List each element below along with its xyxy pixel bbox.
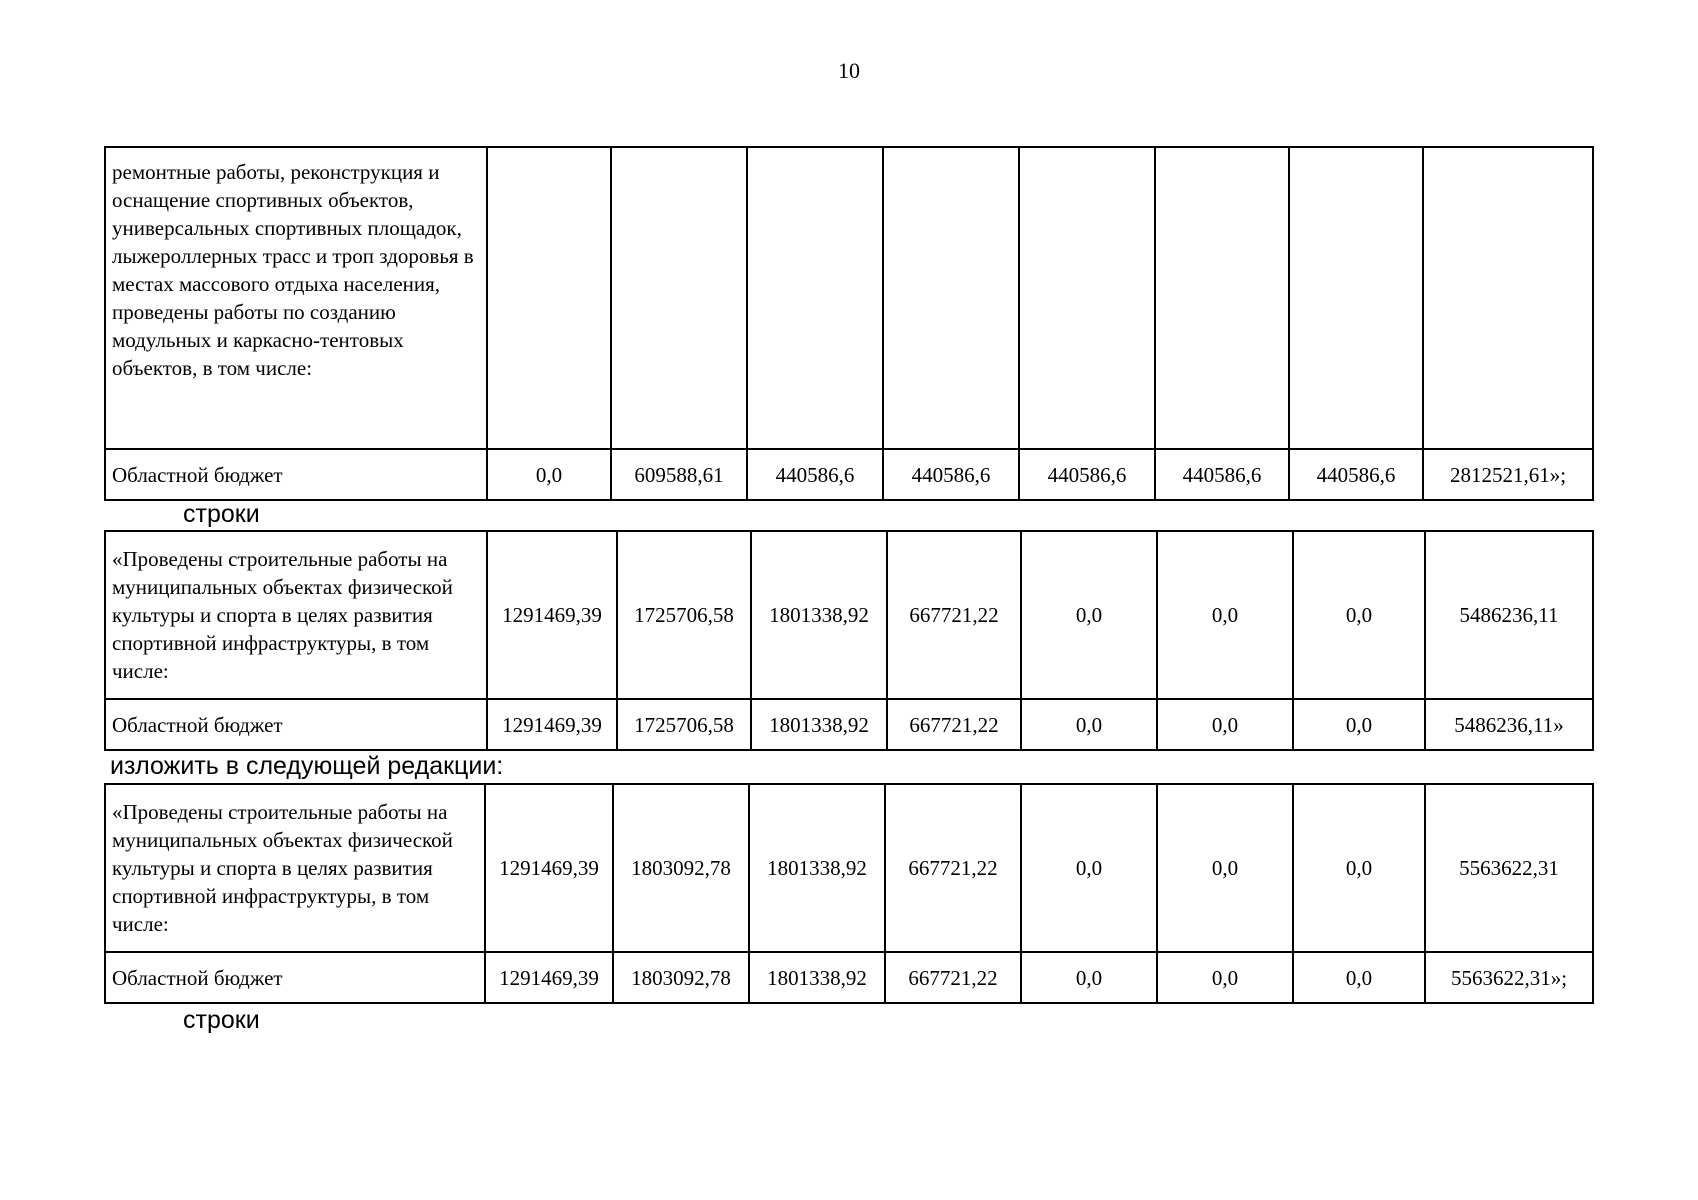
table-cell	[883, 147, 1019, 449]
row-label: Областной бюджет	[105, 449, 487, 500]
table-cell	[1019, 147, 1155, 449]
table-cell: 0,0	[1157, 699, 1293, 750]
table-cell: 1803092,78	[613, 784, 749, 952]
table-cell: 0,0	[1021, 699, 1157, 750]
table-row	[105, 699, 1593, 750]
table-cell: 1801338,92	[751, 531, 887, 699]
caption-rows: строки	[183, 1006, 260, 1034]
row-label: Областной бюджет	[105, 699, 487, 750]
table-cell: 0,0	[1293, 531, 1425, 699]
table-cell: 609588,61	[611, 449, 747, 500]
table-cell: 0,0	[1021, 784, 1157, 952]
table-cell: 1803092,78	[613, 952, 749, 1003]
row-label: ремонтные работы, реконструкция и оснащение спортивных объектов, универсальных спортивных площадок, лыжероллерных трасс и троп здоровья в местах массового отдыха населения, проведены работы по созданию модульных и каркасно-тентовых объектов, в том числе:	[105, 147, 487, 449]
table-cell: 1291469,39	[485, 784, 613, 952]
table-cell	[611, 147, 747, 449]
table-cell: 2812521,61»;	[1423, 449, 1593, 500]
table-cell: 440586,6	[883, 449, 1019, 500]
row-label: «Проведены строительные работы на муниципальных объектах физической культуры и спорта в целях развития спортивной инфраструктуры, в том числе:	[105, 531, 487, 699]
table-cell: 1801338,92	[751, 699, 887, 750]
table-cell: 440586,6	[1289, 449, 1423, 500]
table-cell: 5486236,11	[1425, 531, 1593, 699]
table-new-edition	[104, 783, 1594, 1004]
table-row	[105, 147, 1593, 449]
table-cell: 0,0	[1021, 531, 1157, 699]
table-cell: 1725706,58	[617, 531, 751, 699]
table-cell: 0,0	[1157, 952, 1293, 1003]
row-label: Областной бюджет	[105, 952, 485, 1003]
table-cell: 0,0	[1293, 952, 1425, 1003]
table-previous-block	[104, 146, 1594, 501]
table-row	[105, 952, 1593, 1003]
table-row	[105, 449, 1593, 500]
caption-rows: строки	[183, 500, 260, 528]
table-cell: 0,0	[1157, 531, 1293, 699]
table-cell: 667721,22	[885, 952, 1021, 1003]
table-cell: 1725706,58	[617, 699, 751, 750]
table-cell: 1291469,39	[485, 952, 613, 1003]
table-cell: 0,0	[1293, 699, 1425, 750]
table-cell: 440586,6	[1155, 449, 1289, 500]
table-cell: 1801338,92	[749, 784, 885, 952]
table-cell: 0,0	[1157, 784, 1293, 952]
table-old-edition	[104, 530, 1594, 751]
table-cell: 5563622,31	[1425, 784, 1593, 952]
table-cell: 667721,22	[885, 784, 1021, 952]
table-cell: 0,0	[1293, 784, 1425, 952]
table-row	[105, 784, 1593, 952]
table-cell	[1289, 147, 1423, 449]
table-cell: 440586,6	[747, 449, 883, 500]
table-cell: 667721,22	[887, 699, 1021, 750]
row-label: «Проведены строительные работы на муниципальных объектах физической культуры и спорта в целях развития спортивной инфраструктуры, в том числе:	[105, 784, 485, 952]
table-cell	[1155, 147, 1289, 449]
page-number: 10	[838, 58, 860, 83]
table-cell: 667721,22	[887, 531, 1021, 699]
table-cell	[1423, 147, 1593, 449]
table-row	[105, 531, 1593, 699]
table-cell: 5486236,11»	[1425, 699, 1593, 750]
table-cell: 1291469,39	[487, 531, 617, 699]
table-cell: 0,0	[487, 449, 611, 500]
table-cell	[747, 147, 883, 449]
table-cell: 440586,6	[1019, 449, 1155, 500]
table-cell: 0,0	[1021, 952, 1157, 1003]
table-cell	[487, 147, 611, 449]
caption-new-edition: изложить в следующей редакции:	[110, 752, 504, 780]
table-cell: 5563622,31»;	[1425, 952, 1593, 1003]
table-cell: 1801338,92	[749, 952, 885, 1003]
table-cell: 1291469,39	[487, 699, 617, 750]
